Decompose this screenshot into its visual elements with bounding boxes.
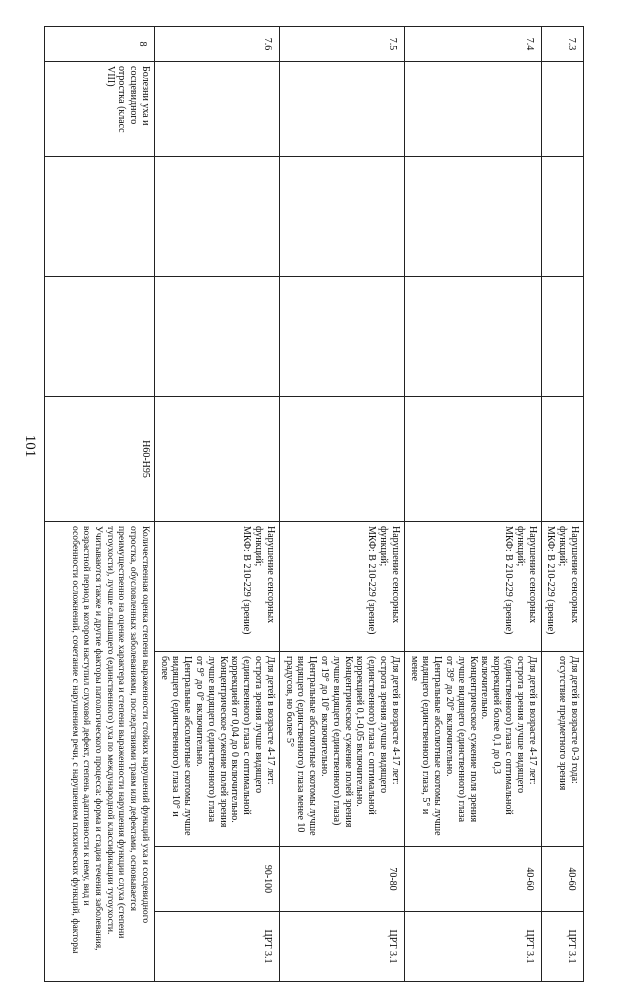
row-number: 7.3	[541, 27, 583, 62]
icd-code-cell	[541, 397, 583, 522]
table-row	[154, 27, 279, 982]
empty-cell	[154, 157, 279, 277]
disease-name-cell: Болезни уха и сосцевидного отростка (класс VIII)	[44, 62, 154, 157]
table-row	[44, 27, 154, 982]
rotated-page	[64, 26, 584, 964]
criteria-cell: Для детей в возрасте 0-3 года: отсутствие предметного зрения	[541, 652, 583, 847]
reference-cell: ЦРТ 3.1	[154, 912, 279, 982]
disease-name-cell	[541, 62, 583, 157]
violation-cell: Нарушение сенсорных функций; МКФ: В 210-229 (зрение)	[404, 522, 541, 652]
violation-cell: Нарушение сенсорных функций; МКФ: В 210-229 (зрение)	[541, 522, 583, 652]
percent-cell: 40-60	[404, 847, 541, 912]
row-number: 8	[44, 27, 154, 62]
table-row	[279, 27, 404, 982]
page-number: 101	[22, 434, 38, 458]
empty-cell	[541, 157, 583, 277]
criteria-cell: Для детей в возрасте 4-17 лет: острота зрения лучше видящего (единственного) глаза с оптимальной коррекцией от 0,04 до 0 включительно. Концентрическое сужение полей зрения лучше видящего (единственного) глаза от 9° до 0° включительно. Центральные абсолютные скотомы лучше видящего (единственного) глаза 10° и более	[154, 652, 279, 847]
icd-code-cell: H60-H95	[44, 397, 154, 522]
empty-cell	[404, 157, 541, 277]
icd-code-cell	[404, 397, 541, 522]
empty-cell	[404, 277, 541, 397]
disease-name-cell	[279, 62, 404, 157]
violation-cell: Нарушение сенсорных функций; МКФ: В 210-229 (зрение)	[279, 522, 404, 652]
description-cell: Количественная оценка степени выраженности стойких нарушений функций уха и сосцевидного отростка, обусловленных заболеваниями, последствиями травм или дефектами, основывается преимущественно на оценке характера и степени выраженности нарушения функции слуха (степени тугоухости), лучше слышащего (единственного) уха по международной классификации тугоухости. Учитываются также и другие факторы патологического процесса: форма и стадия течения заболевания, возрастной период в котором наступил слуховой дефект, степень адаптивности к нему, вид и особенности осложнений, сочетание с нарушением речи, с нарушением психических функций, факторы	[44, 522, 154, 982]
row-number: 7.6	[154, 27, 279, 62]
empty-cell	[279, 277, 404, 397]
row-number: 7.4	[404, 27, 541, 62]
table-container	[64, 26, 584, 964]
empty-cell	[44, 277, 154, 397]
criteria-cell: Для детей в возрасте 4-17 лет: острота зрения лучше видящего (единственного) глаза с оптимальной коррекцией более 0,1 до 0,3 включительно. Концентрическое сужение поля зрения лучше видящего (единственного) глаза от 39° до 20° включительно. Центральные абсолютные скотомы лучше видящего (единственного) глаза, 5° и менее	[404, 652, 541, 847]
disability-criteria-table	[44, 26, 584, 982]
empty-cell	[279, 157, 404, 277]
criteria-cell: Для детей в возрасте 4-17 лет: острота зрения лучше видящего (единственного) глаза с оптимальной коррекцией 0,1-0,05 включительно. Концентрическое сужение полей зрения лучше видящего (единственного) глаза) от 19° до 10° включительно. Центральные абсолютные скотомы лучше видящего (единственного) глаза менее 10 градусов, но более 5°	[279, 652, 404, 847]
percent-cell: 90-100	[154, 847, 279, 912]
empty-cell	[44, 157, 154, 277]
reference-cell: ЦРТ 3.1	[279, 912, 404, 982]
table-row	[541, 27, 583, 982]
icd-code-cell	[154, 397, 279, 522]
table-row	[404, 27, 541, 982]
empty-cell	[154, 277, 279, 397]
empty-cell	[541, 277, 583, 397]
violation-cell: Нарушение сенсорных функций; МКФ: В 210-229 (зрение)	[154, 522, 279, 652]
icd-code-cell	[279, 397, 404, 522]
reference-cell: ЦРТ 3.1	[404, 912, 541, 982]
row-number: 7.5	[279, 27, 404, 62]
percent-cell: 70-80	[279, 847, 404, 912]
disease-name-cell	[404, 62, 541, 157]
percent-cell: 40-60	[541, 847, 583, 912]
reference-cell: ЦРТ 3.1	[541, 912, 583, 982]
disease-name-cell	[154, 62, 279, 157]
